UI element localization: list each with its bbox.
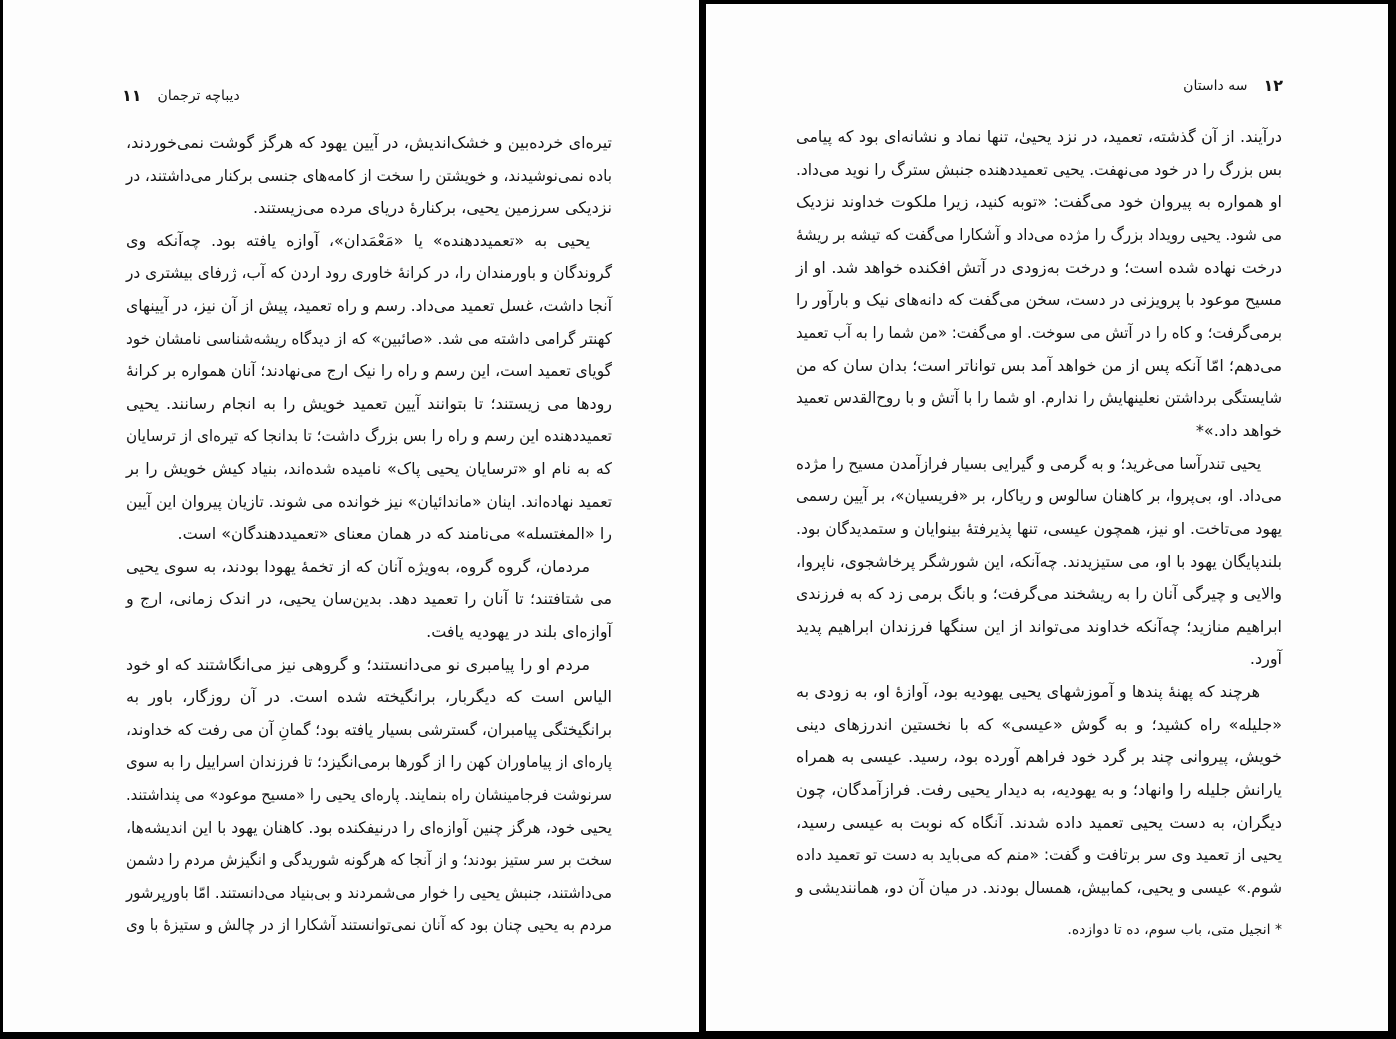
text-line: خواهد داد.»*	[1195, 420, 1282, 440]
text-line: که به نام او «ترسایان یحیی پاک» نامیده شده‌اند، بنیاد کیش خویش را بر	[126, 459, 612, 478]
text-line: درآیند. از آن گذشته، تعمید، در نزد یحییٰ، تنها نماد و نشانه‌ای بود که پیامی	[796, 127, 1282, 146]
text-line: پاره‌ای از پیاماوران کهن را از گورها برمی‌انگیزد؛ تا فرزندان اسراییل را به سوی	[126, 752, 612, 772]
text-line: کهنتر گرامی داشته می شد. «صائبین» که از دیدگاه ریشه‌شناسی نامشان خود	[125, 328, 612, 348]
text-line: شایستگی برداشتن نعلینهایش را ندارم. او شما را با آتش و با روح‌القدس تعمید	[796, 388, 1282, 408]
text-line: هرچند که پهنهٔ پندها و آموزشهای یحیی یهودیه بود، آوازهٔ او، به زودی به	[796, 682, 1261, 701]
text-line: برمی‌گرفت؛ و کاه را در آتش می سوخت. او می‌گفت: «من شما را به آب تعمید	[796, 322, 1282, 342]
text-line: دیگران، به دست یحیی تعمید داده شدند. آنگاه که نوبت به عیسی رسید،	[796, 812, 1282, 832]
running-head-title: دیباچه ترجمان	[157, 88, 240, 104]
text-line: والایی و چیرگی آنان را به ریشخند می‌گرفت؛ و بانگ برمی زد که به فرزندی	[795, 584, 1282, 604]
footnote: * انجیل متی، باب سوم، ده تا دوازده.	[1067, 922, 1282, 938]
right-page	[706, 4, 1388, 1031]
text-line: باده نمی‌نوشیدند، و خویشتن را سخت از کامه‌های جنسی برکنار می‌داشتند، در	[125, 165, 612, 185]
text-line: تیره‌ای خرده‌بین و خشک‌اندیش، در آیین یهود که هرگز گوشت نمی‌خوردند،	[126, 133, 612, 152]
text-line: مسیح موعود با پرویزنی در دست، سخن می‌گفت که دانه‌های نیک و بارآور را	[796, 290, 1282, 310]
text-line: الیاس است که دیگربار، برانگیخته شده است. در آن روزگار، باور به	[126, 687, 612, 707]
text-line: مردم او را پیامبری نو می‌دانستند؛ و گروهی نیز می‌انگاشتند که او خود	[126, 654, 591, 674]
text-line: می شود. یحیی رویداد بزرگ را مژده می‌داد و آشکارا می‌گفت که تیشه بر ریشهٔ	[795, 224, 1282, 244]
text-line: آنجا داشت، غسل تعمید می‌داد. رسم و راه تعمید، پیش از آن نیز، در آیینهای	[125, 296, 612, 315]
text-line: یحیی از تعمید وی سر برتافت و گفت: «منم که می‌باید به دست تو تعمید داده	[795, 845, 1282, 865]
text-line: مردم به یحیی چنان بود که آنان نمی‌توانستند آشکارا از در چالش و ستیزهٔ با وی	[125, 915, 612, 935]
text-line: گروندگان و باورمندان را، در کرانهٔ خاوری رود اردن که آب، ژرفای بیشتری در	[125, 263, 613, 283]
text-line: تعمیددهنده این رسم و راه را بس بزرگ داشت؛ تا بدانجا که تیره‌ای از ترسایان	[125, 426, 613, 446]
text-line: آوازه‌ای بلند در یهودیه یافت.	[426, 622, 612, 641]
text-line: نزدیکی سرزمین یحیی، برکنارهٔ دریای مرده می‌زیستند.	[252, 198, 612, 218]
text-line: بلندپایگان یهود با او، می ستیزیدند. چه‌آنکه، این شورشگر پرخاشجوی، ناپروا،	[796, 551, 1282, 571]
text-line: او همواره به پیروان خود می‌گفت: «توبه کنید، زیرا ملکوت خداوند نزدیک	[796, 192, 1282, 212]
running-head-title: سه داستان	[1183, 78, 1248, 94]
text-line: شوم.» عیسی و یحیی، کمابیش، همسال بودند. در میان آن دو، همانندیشی و	[795, 877, 1282, 897]
text-line: مردمان، گروه گروه، به‌ویژه آنان که از تخمهٔ یهودا بودند، به سوی یحیی	[126, 556, 591, 576]
text-line: سرنوشت فرجامینشان راه بنمایند. پاره‌ای یحیی را «مسیح موعود» می پنداشتند.	[125, 785, 613, 804]
text-line: ابراهیم منازید؛ چه‌آنکه خداوند می‌تواند از این سنگها فرزندان ابراهیم پدید	[796, 616, 1282, 636]
text-line: خویش، پیروانی چند بر گرد خود فراهم آورده بود، رسید. عیسی به همراه	[796, 747, 1282, 767]
text-line: می‌داشتند، جنبش یحیی را خوار می‌شمردند و بی‌بنیاد می‌دانستند. امّا باورپرشور	[125, 882, 612, 902]
page-number: ۱۱	[122, 86, 142, 105]
page-number: ۱۲	[1263, 76, 1283, 95]
text-line: می‌دهم؛ امّا آنکه پس از من خواهد آمد بس تواناتر است؛ بدان سان که من	[796, 355, 1282, 375]
text-line: می شتافتند؛ تا آنان را تعمید دهد. بدین‌سان یحیی، در اندک زمانی، ارج و	[126, 589, 612, 609]
left-page	[3, 0, 699, 1032]
text-line: یحیی خود، هرگز چنین آوازه‌ای را درنیفکنده بود. کاهنان یهود با این اندیشه‌ها،	[126, 817, 612, 837]
body-text	[795, 4, 1282, 1031]
text-line: «جلیله» راه کشید؛ و به گوش «عیسی» که با نخستین اندرزهای دینی	[796, 714, 1282, 734]
text-line: یارانش جلیله را وانهاد؛ و به یهودیه، به دیدار یحیی رفت. فرازآمدگان، چون	[796, 780, 1282, 799]
text-line: رودها می زیستند؛ تا بتوانند آیین تعمید خویش را به انجام رسانند. یحیی	[126, 393, 612, 413]
text-line: یحیی تندرآسا می‌غرید؛ و به گرمی و گیرایی بسیار فرازآمدن مسیح را مژده	[796, 453, 1262, 473]
text-line: درخت نهاده شده است؛ و درخت به‌زودی در آتش افکنده خواهد شد. او از	[796, 257, 1282, 277]
text-line: یحیی به «تعمیددهنده» یا «مَعْمَدان»، آوازه یافته بود. چه‌آنکه وی	[126, 230, 591, 250]
body-text	[125, 0, 612, 1032]
text-line: بس بزرگ را در خود می‌نهفت. یحیی تعمیددهنده جنبش سترگ را نوید می‌داد.	[795, 159, 1282, 179]
text-line: سخت بر سر ستیز بودند؛ و از آنجا که هرگونه شوریدگی و انگیزش مردم را دشمن	[126, 850, 612, 870]
text-line: گویای تعمید است، این رسم و راه را نیک ارج می‌نهادند؛ آنان همواره بر کرانهٔ	[125, 361, 612, 381]
text-line: یهود می‌تاخت. او نیز، همچون عیسی، تنها پذیرفتهٔ بینوایان و ستمدیدگان بود.	[795, 518, 1282, 538]
text-line: را «المغتسله» می‌نامند که در همان معنای «تعمیددهندگان» است.	[177, 524, 612, 544]
text-line: آورد.	[1249, 649, 1282, 669]
text-line: می‌داد. او، بی‌پروا، بر کاهنان سالوس و ریاکار، بر «فریسیان»، بر آیین رسمی	[796, 486, 1282, 506]
text-line: برانگیختگی پیامبران، گسترشی بسیار یافته بود؛ گمانِ آن می رفت که خداوند،	[125, 719, 612, 739]
text-line: تعمید نهاده‌اند. اینان «ماندائیان» نیز خوانده می شوند. تازیان پیروان این آیین	[126, 491, 612, 511]
